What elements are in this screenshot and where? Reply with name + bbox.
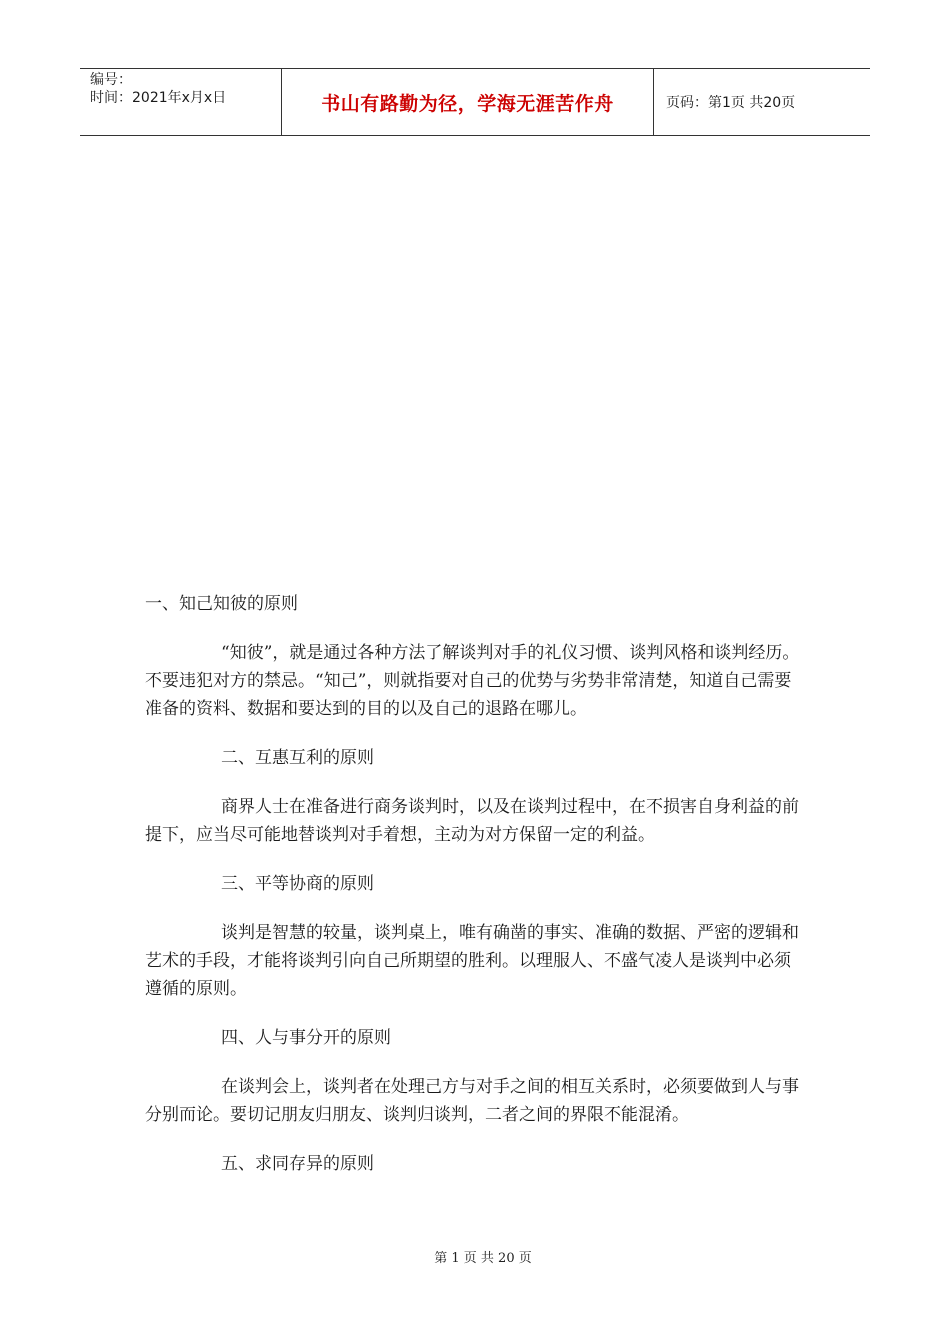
header-meta-cell <box>80 69 282 135</box>
page-info: 页码：第1页 共20页 <box>666 95 796 111</box>
section-heading: 二、互惠互利的原则 <box>221 748 374 768</box>
number-label: 编号： <box>90 72 132 88</box>
motto-text: 书山有路勤为径，学海无涯苦作舟 <box>321 92 614 115</box>
body-paragraph: 谈判是智慧的较量，谈判桌上，唯有确凿的事实、准确的数据、严密的逻辑和艺术的手段，才能将谈判引向自己所期望的胜利。以理服人、不盛气凌人是谈判中必须遵循的原则。 <box>145 923 799 999</box>
section-heading: 三、平等协商的原则 <box>221 874 374 894</box>
body-paragraph: 商界人士在准备进行商务谈判时，以及在谈判过程中，在不损害自身利益的前提下，应当尽可能地替谈判对手着想，主动为对方保留一定的利益。 <box>145 797 799 845</box>
page-footer <box>0 1247 950 1266</box>
header-page-cell <box>654 69 870 135</box>
header-motto-cell <box>282 69 654 135</box>
document-header <box>80 68 870 136</box>
section-heading: 四、人与事分开的原则 <box>221 1028 391 1048</box>
body-paragraph: 在谈判会上，谈判者在处理己方与对手之间的相互关系时，必须要做到人与事分别而论。要切记朋友归朋友、谈判归谈判，二者之间的界限不能混淆。 <box>145 1077 799 1125</box>
document-body <box>145 590 800 1199</box>
body-paragraph: “知彼”，就是通过各种方法了解谈判对手的礼仪习惯、谈判风格和谈判经历。不要违犯对方的禁忌。“知己”，则就指要对自己的优势与劣势非常清楚，知道自己需要准备的资料、数据和要达到的目的以及自己的退路在哪儿。 <box>145 643 800 719</box>
section-heading: 一、知己知彼的原则 <box>145 594 298 614</box>
section-heading: 五、求同存异的原则 <box>221 1154 374 1174</box>
time-label: 时间：2021年x月x日 <box>90 90 227 106</box>
footer-page-number: 第 1 页 共 20 页 <box>434 1251 532 1266</box>
